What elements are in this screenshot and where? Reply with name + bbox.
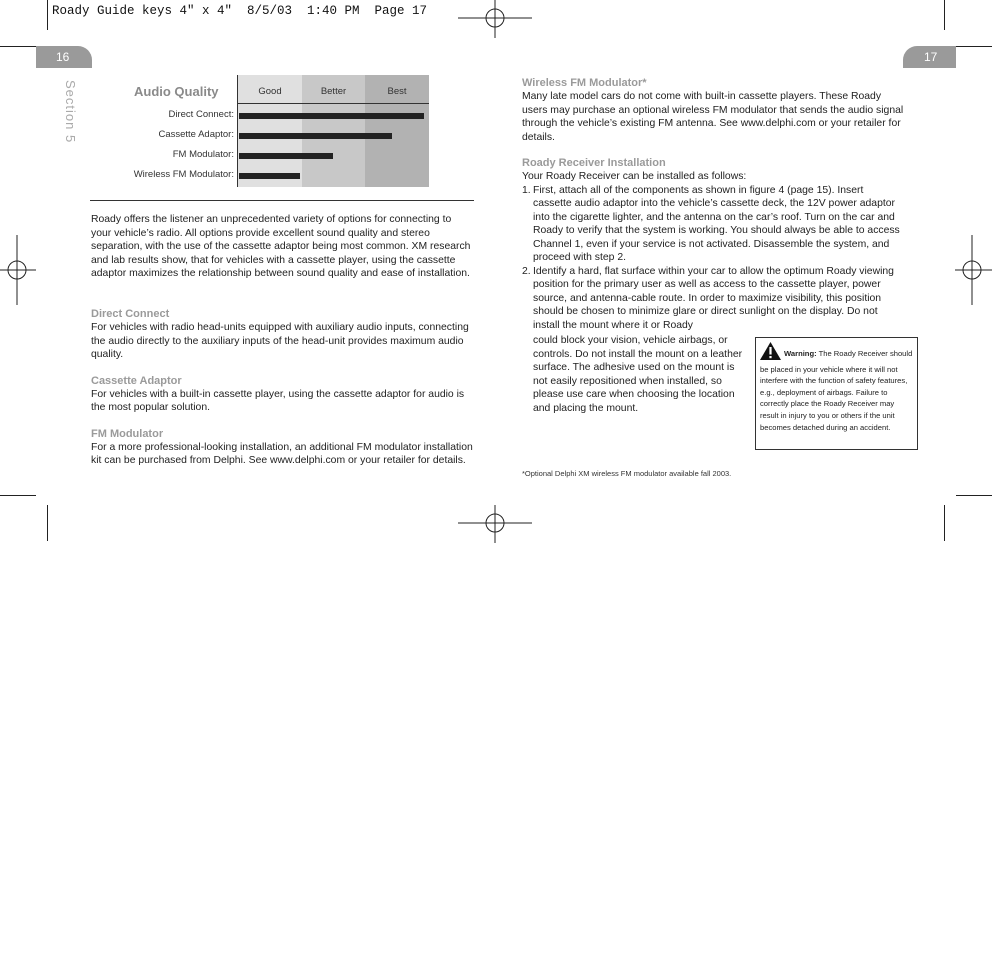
- section-cassette-adaptor: [91, 374, 474, 415]
- chart-bar: [239, 133, 392, 139]
- heading-cassette-adaptor: Cassette Adaptor: [91, 374, 182, 387]
- heading-fm-modulator: FM Modulator: [91, 427, 164, 440]
- text-cassette-adaptor: For vehicles with a built-in cassette player, using the cassette adaptor for audio is the most popular solution.: [91, 388, 465, 413]
- print-header: Roady Guide keys 4" x 4" 8/5/03 1:40 PM Page 17: [52, 4, 428, 18]
- chart-bottom-rule: [90, 200, 474, 201]
- step-number: 2.: [522, 265, 531, 277]
- section-label: Section 5: [63, 80, 78, 144]
- heading-receiver-installation: Roady Receiver Installation: [522, 157, 666, 169]
- scale-label-good: Good: [258, 86, 282, 97]
- warning-text: The Roady Receiver should be placed in your vehicle where it will not interfere with the function of safety features, e.g., deployment of airbags. Failure to correctly place the Roady Receiver may result in injury to you or others if the unit becomes detached during an accident.: [760, 349, 913, 432]
- scale-label-better: Better: [320, 86, 347, 97]
- step-number: 1.: [522, 184, 531, 196]
- step-text: First, attach all of the components as shown in figure 4 (page 15). Insert cassette audio adaptor into the vehicle’s cassette deck, the 12V power adaptor into the cigarette lighter, and the antenna on the car’s roof. Turn on the car and Roady to verify that the system is working. You should always be able to access Channel 1, even if your service is not activated. Disassemble the system, and proceed with step 2.: [533, 184, 900, 263]
- chart-category-label: FM Modulator:: [172, 149, 234, 160]
- chart-category-label: Wireless FM Modulator:: [133, 169, 234, 180]
- chart-category-labels: [90, 75, 234, 187]
- right-column: [522, 76, 904, 332]
- install-step-2-continuation: could block your vision, vehicle airbags, or controls. Do not install the mount on a leather surface. The adhesive used on the mount is not easily repositioned when installed, so please use care when choosing the location and placing the mount.: [533, 335, 743, 414]
- page-number-right: 17: [903, 46, 956, 68]
- heading-wireless-fm-modulator: Wireless FM Modulator*: [522, 77, 647, 89]
- heading-direct-connect: Direct Connect: [91, 308, 170, 320]
- text-wireless-fm-modulator: Many late model cars do not come with built-in cassette players. These Roady users may purchase an optional wireless FM modulator that sends the audio signal through the vehicle’s existing FM antenna. See www.delphi.com or your retailer for details.: [522, 91, 904, 143]
- install-intro: Your Roady Receiver can be installed as follows:: [522, 171, 747, 182]
- chart-bar: [239, 173, 300, 179]
- text-fm-modulator: For a more professional-looking installation, an additional FM modulator installation kit can be purchased from Delphi. See www.delphi.com or your retailer for details.: [91, 441, 473, 466]
- step-text: Identify a hard, flat surface within your car to allow the optimum Roady viewing position for the primary user as well as access to the cassette player, power source, and antenna-cable route. In order to maximize visibility, this position should be chosen to minimize glare or direct sunlight on the display. Do not install the mount where it or Roady: [533, 265, 894, 331]
- warning-icon: [760, 342, 781, 364]
- section-direct-connect: [91, 307, 474, 362]
- text-direct-connect: For vehicles with radio head-units equipped with auxiliary audio inputs, connecting the audio directly to the auxiliary inputs of the head-unit provides maximum audio quality.: [91, 322, 469, 360]
- chart-category-label: Direct Connect:: [168, 109, 234, 120]
- chart-bar: [239, 153, 333, 159]
- left-sections: [91, 307, 474, 468]
- install-step-1: [522, 184, 904, 265]
- footnote: *Optional Delphi XM wireless FM modulator available fall 2003.: [522, 469, 732, 478]
- warning-box: [755, 337, 918, 450]
- install-step-2: [522, 265, 904, 333]
- left-intro-paragraph: Roady offers the listener an unprecedented variety of options for connecting to your vehicle’s radio. All options provide excellent sound quality and stereo separation, with the use of the cassette adaptor being most common. XM research and lab results show, that for vehicles with a cassette player, using the cassette adaptor maximizes the relationship between sound quality and ease of installation.: [91, 214, 471, 279]
- chart-title: Audio Quality: [134, 84, 219, 99]
- audio-quality-chart: [90, 75, 474, 201]
- warning-label: Warning:: [784, 349, 817, 358]
- chart-bars: [238, 75, 429, 187]
- page-number-left: 16: [36, 46, 92, 68]
- chart-category-label: Cassette Adaptor:: [158, 129, 234, 140]
- section-fm-modulator: [91, 427, 474, 468]
- chart-bar: [239, 113, 424, 119]
- scale-label-best: Best: [387, 86, 407, 97]
